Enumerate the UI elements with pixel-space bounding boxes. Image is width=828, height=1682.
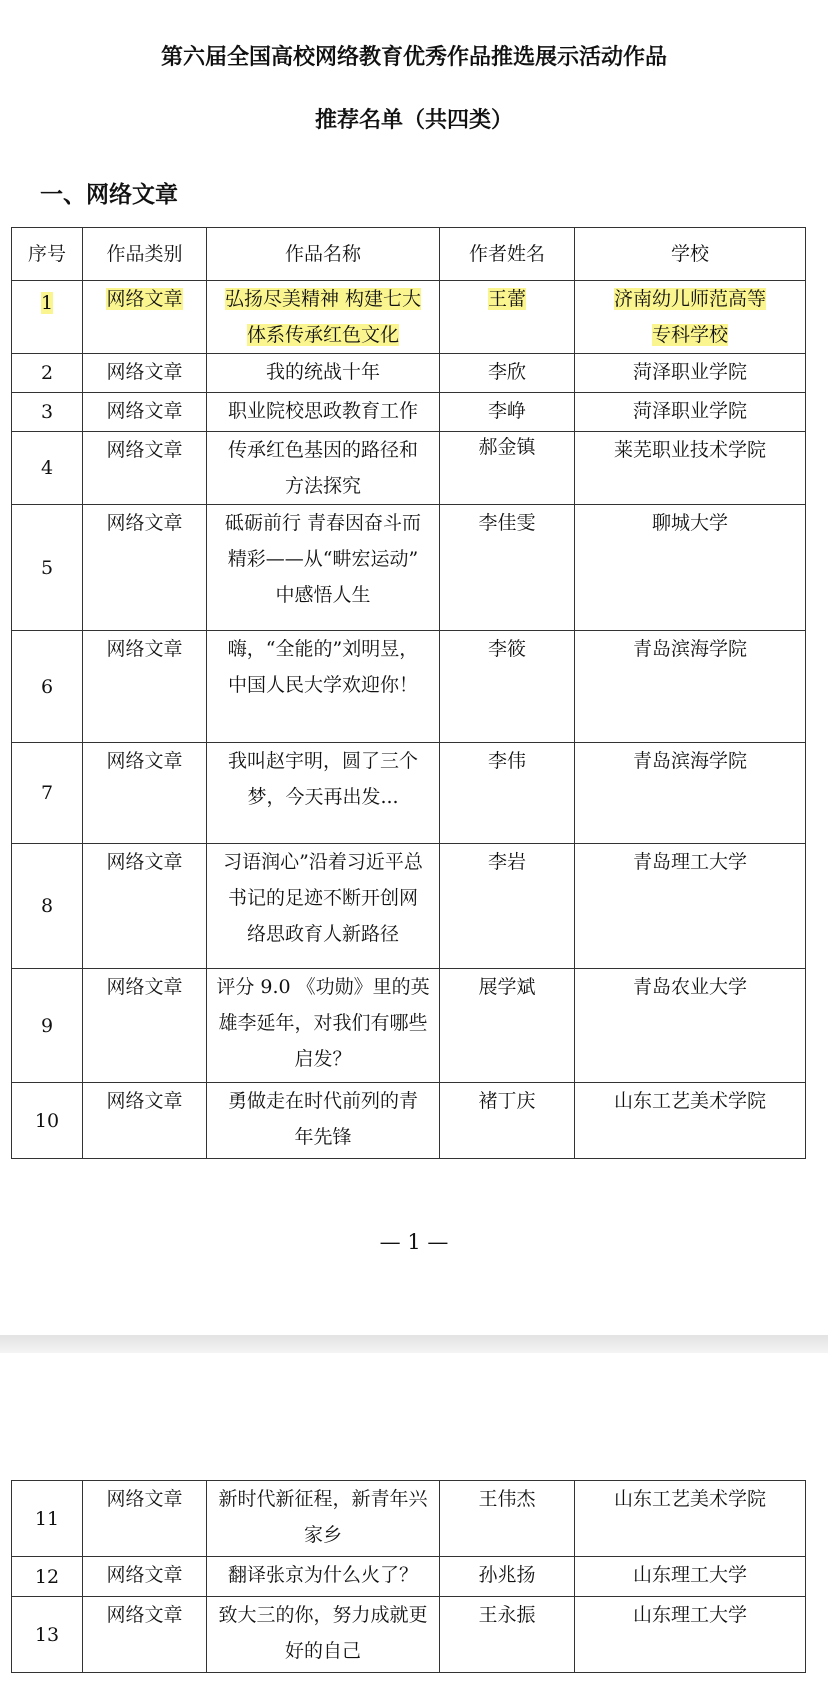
row-title-line: 雄李延年，对我们有哪些 (218, 1012, 428, 1034)
row-number: 3 (12, 393, 83, 432)
row-number: 8 (12, 844, 83, 969)
row-school-line: 菏泽职业学院 (575, 393, 806, 432)
table-row (12, 505, 806, 631)
row-category: 网络文章 (83, 1597, 207, 1673)
row-title-line: 梦，今天再出发... (247, 786, 399, 808)
header-cell: 学校 (575, 228, 806, 281)
row-title-line: 方法探究 (284, 475, 361, 497)
row-school-line: 山东工艺美术学院 (575, 1083, 806, 1159)
row-author: 展学斌 (440, 969, 575, 1083)
row-number: 9 (12, 969, 83, 1083)
row-category: 网络文章 (83, 844, 207, 969)
row-author: 王伟杰 (440, 1481, 575, 1557)
row-title-line: 评分 9.0 《功勋》里的英 (216, 976, 430, 998)
row-title-line: 络思政育人新路径 (246, 923, 399, 945)
table-row (12, 1481, 806, 1557)
row-category: 网络文章 (83, 631, 207, 743)
row-title-line: 职业院校思政教育工作 (207, 393, 440, 432)
row-title-line: 致大三的你，努力成就更 (218, 1604, 428, 1626)
row-number: 12 (12, 1557, 83, 1597)
row-author: 王蕾 (487, 288, 526, 310)
row-school-line: 青岛滨海学院 (575, 743, 806, 844)
page-number: — 1 — (379, 1230, 449, 1254)
document-title: 第六届全国高校网络教育优秀作品推选展示活动作品 (160, 45, 667, 70)
row-school-line: 济南幼儿师范高等 (613, 288, 766, 310)
row-number: 6 (12, 631, 83, 743)
table-row (12, 1557, 806, 1597)
row-title-line: 书记的足迹不断开创网 (227, 887, 418, 909)
row-author: 孙兆扬 (440, 1557, 575, 1597)
page-divider (0, 1335, 828, 1353)
row-number: 4 (12, 432, 83, 505)
row-title-line: 翻译张京为什么火了？ (207, 1557, 440, 1597)
row-number: 1 (40, 292, 54, 314)
row-title-line: 弘扬尽美精神 构建七大 (224, 288, 422, 310)
row-title-line: 年先锋 (294, 1126, 352, 1148)
row-category: 网络文章 (83, 1083, 207, 1159)
row-title-line: 中感悟人生 (275, 584, 371, 606)
row-author: 李筱 (440, 631, 575, 743)
row-number: 10 (12, 1083, 83, 1159)
table-row (12, 432, 806, 505)
table-row (12, 1597, 806, 1673)
row-school-line: 莱芜职业技术学院 (575, 432, 806, 505)
section-heading: 一、网络文章 (40, 182, 178, 208)
row-school-line: 聊城大学 (575, 505, 806, 631)
row-school-line: 专科学校 (651, 324, 728, 346)
header-cell: 作品类别 (83, 228, 207, 281)
row-category: 网络文章 (83, 969, 207, 1083)
document-subtitle: 推荐名单（共四类） (314, 108, 513, 133)
row-title-line: 嗨，“全能的”刘明昱， (227, 638, 419, 660)
table-row (12, 743, 806, 844)
row-category: 网络文章 (83, 393, 207, 432)
row-title-line: 勇做走在时代前列的青 (227, 1090, 418, 1112)
table-row (12, 354, 806, 393)
recommendation-table (11, 227, 806, 1159)
table-row (12, 393, 806, 432)
row-school-line: 菏泽职业学院 (575, 354, 806, 393)
row-title-line: 新时代新征程，新青年兴 (218, 1488, 428, 1510)
header-cell: 作品名称 (207, 228, 440, 281)
row-author: 郝金镇 (440, 432, 575, 505)
table-row (12, 281, 806, 354)
row-title-line: 启发？ (294, 1048, 352, 1070)
header-cell: 作者姓名 (440, 228, 575, 281)
row-category: 网络文章 (83, 743, 207, 844)
row-title-line: 体系传承红色文化 (246, 324, 399, 346)
row-school-line: 山东理工大学 (575, 1557, 806, 1597)
table-row (12, 969, 806, 1083)
row-number: 13 (12, 1597, 83, 1673)
row-author: 李欣 (440, 354, 575, 393)
row-author: 李岩 (440, 844, 575, 969)
row-school-line: 青岛农业大学 (575, 969, 806, 1083)
row-number: 11 (12, 1481, 83, 1557)
row-category: 网络文章 (83, 505, 207, 631)
row-title-line: 习语润心”沿着习近平总 (223, 851, 423, 873)
row-title-line: 我叫赵宇明，圆了三个 (227, 750, 418, 772)
table-row (12, 1083, 806, 1159)
row-category: 网络文章 (83, 1481, 207, 1557)
row-author: 褚丁庆 (440, 1083, 575, 1159)
row-title-line: 传承红色基因的路径和 (227, 439, 418, 461)
row-school-line: 山东理工大学 (575, 1597, 806, 1673)
row-title-line: 精彩——从“畊宏运动” (227, 548, 419, 570)
row-author: 李佳雯 (440, 505, 575, 631)
row-category: 网络文章 (83, 354, 207, 393)
row-author: 王永振 (440, 1597, 575, 1673)
row-title-line: 砥砺前行 青春因奋斗而 (224, 512, 422, 534)
row-category: 网络文章 (83, 432, 207, 505)
row-author: 李峥 (440, 393, 575, 432)
row-school-line: 青岛理工大学 (575, 844, 806, 969)
row-title-line: 好的自己 (284, 1640, 361, 1662)
row-author: 李伟 (440, 743, 575, 844)
table-header-row (12, 228, 806, 281)
row-category: 网络文章 (83, 1557, 207, 1597)
row-number: 5 (12, 505, 83, 631)
row-title-line: 我的统战十年 (207, 354, 440, 393)
table-row (12, 631, 806, 743)
row-school-line: 山东工艺美术学院 (575, 1481, 806, 1557)
row-school-line: 青岛滨海学院 (575, 631, 806, 743)
row-category: 网络文章 (106, 288, 183, 310)
row-number: 7 (12, 743, 83, 844)
table-row (12, 844, 806, 969)
row-number: 2 (12, 354, 83, 393)
header-cell: 序号 (12, 228, 83, 281)
row-title-line: 中国人民大学欢迎你！ (227, 674, 418, 696)
row-title-line: 家乡 (303, 1524, 342, 1546)
document-page-2 (0, 1353, 828, 1682)
recommendation-table-continued (11, 1480, 806, 1673)
